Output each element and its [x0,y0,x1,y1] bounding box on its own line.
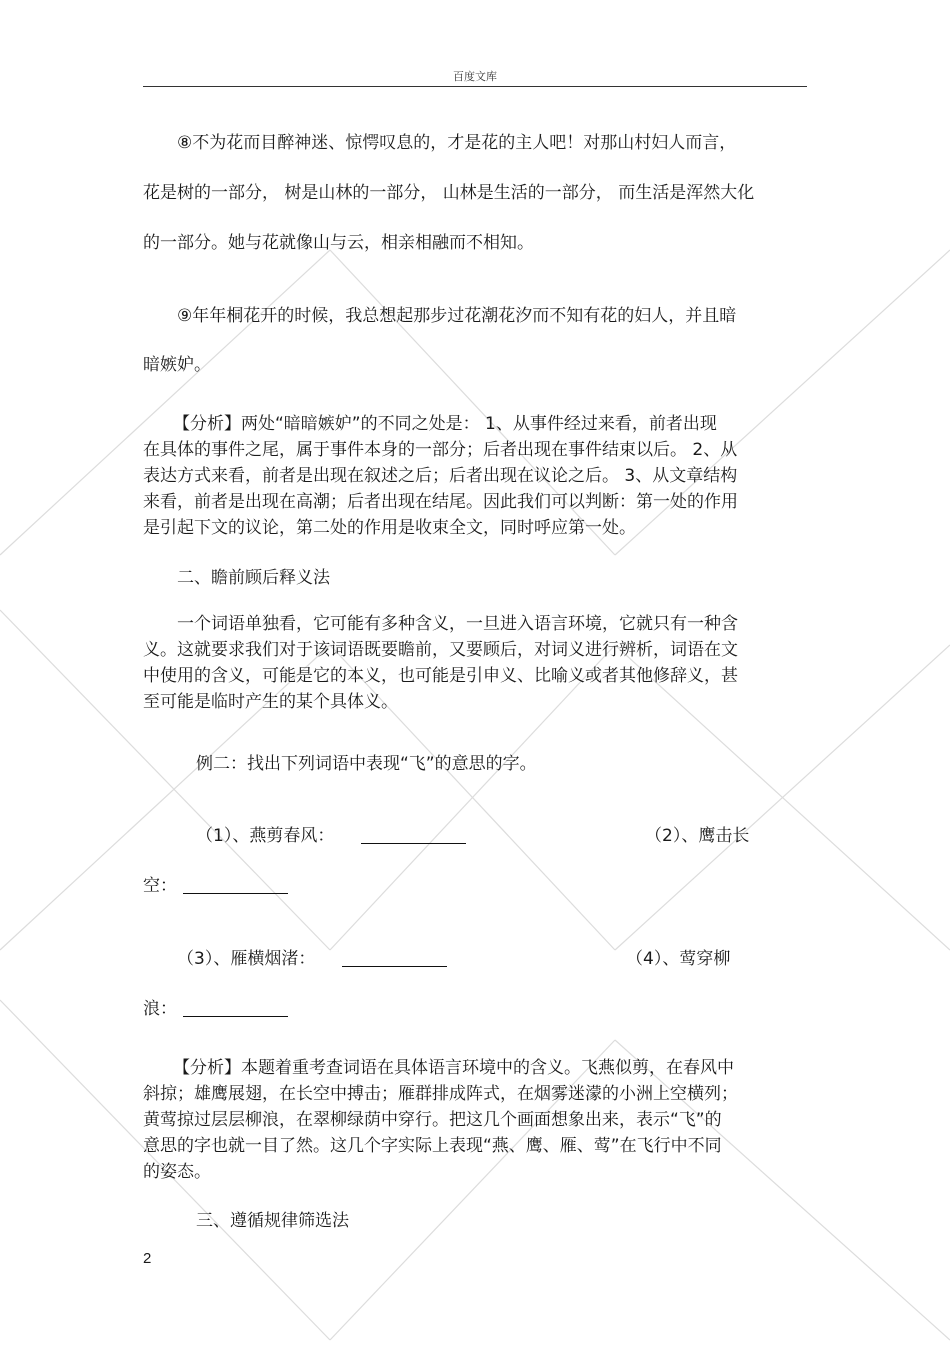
example2-prompt: 例二：找出下列词语中表现“飞”的意思的字。 [196,754,537,774]
analysis2-line2: 斜掠；雄鹰展翅，在长空中搏击；雁群排成阵式，在烟雾迷濛的小洲上空横列； [143,1084,738,1104]
analysis2-line4: 意思的字也就一目了然。这几个字实际上表现“燕、鹰、雁、莺”在飞行中不同 [143,1136,722,1156]
example2-item4-cont: 浪： [143,999,177,1019]
method2-line4: 至可能是临时产生的某个具体义。 [143,692,398,712]
method2-line3: 中使用的含义，可能是它的本义，也可能是引申义、比喻义或者其他修辞义，甚 [143,666,738,686]
answer-blank-4[interactable] [183,1016,288,1017]
analysis2-line1: 【分析】本题着重考查词语在具体语言环境中的含义。飞燕似剪，在春风中 [173,1058,734,1078]
analysis2-line5: 的姿态。 [143,1162,211,1182]
analysis1-line2: 在具体的事件之尾，属于事件本身的一部分；后者出现在事件结束以后。 2、从 [143,440,738,460]
answer-blank-3[interactable] [342,966,447,967]
analysis1-line5: 是引起下文的议论，第二处的作用是收束全文，同时呼应第一处。 [143,518,636,538]
answer-blank-1[interactable] [361,843,466,844]
header-title: 百度文库 [453,70,497,83]
section3-heading: 三、遵循规律筛选法 [196,1211,349,1231]
example2-item3: （3）、雁横烟渚： [177,949,316,969]
para9-line2: 暗嫉妒。 [143,355,211,375]
page-number: 2 [143,1250,152,1267]
section2-heading: 二、瞻前顾后释义法 [177,568,330,588]
answer-blank-2[interactable] [183,893,288,894]
example2-item1: （1）、燕剪春风： [196,826,335,846]
example2-item2: （2）、鹰击长 [645,826,750,846]
para8-line2: 花是树的一部分， 树是山林的一部分， 山林是生活的一部分， 而生活是浑然大化 [143,183,755,203]
analysis1-line1: 【分析】两处“暗暗嫉妒”的不同之处是： 1、从事件经过来看，前者出现 [173,414,717,434]
para9-line1: ⑨年年桐花开的时候，我总想起那步过花潮花汐而不知有花的妇人，并且暗 [177,306,737,326]
example2-item2-cont: 空： [143,876,177,896]
analysis2-line3: 黄莺掠过层层柳浪，在翠柳绿荫中穿行。把这几个画面想象出来，表示“飞”的 [143,1110,722,1130]
example2-item4: （4）、莺穿柳 [626,949,731,969]
method2-line2: 义。这就要求我们对于该词语既要瞻前，又要顾后，对词义进行辨析，词语在文 [143,640,738,660]
page-header [143,64,807,87]
para8-line3: 的一部分。她与花就像山与云，相亲相融而不相知。 [143,233,534,253]
para8-line1: ⑧不为花而目醉神迷、惊愕叹息的，才是花的主人吧！对那山村妇人而言， [177,133,737,153]
analysis1-line4: 来看，前者是出现在高潮；后者出现在结尾。因此我们可以判断：第一处的作用 [143,492,738,512]
analysis1-line3: 表达方式来看，前者是出现在叙述之后；后者出现在议论之后。 3、从文章结构 [143,466,738,486]
method2-line1: 一个词语单独看，它可能有多种含义，一旦进入语言环境，它就只有一种含 [177,614,738,634]
